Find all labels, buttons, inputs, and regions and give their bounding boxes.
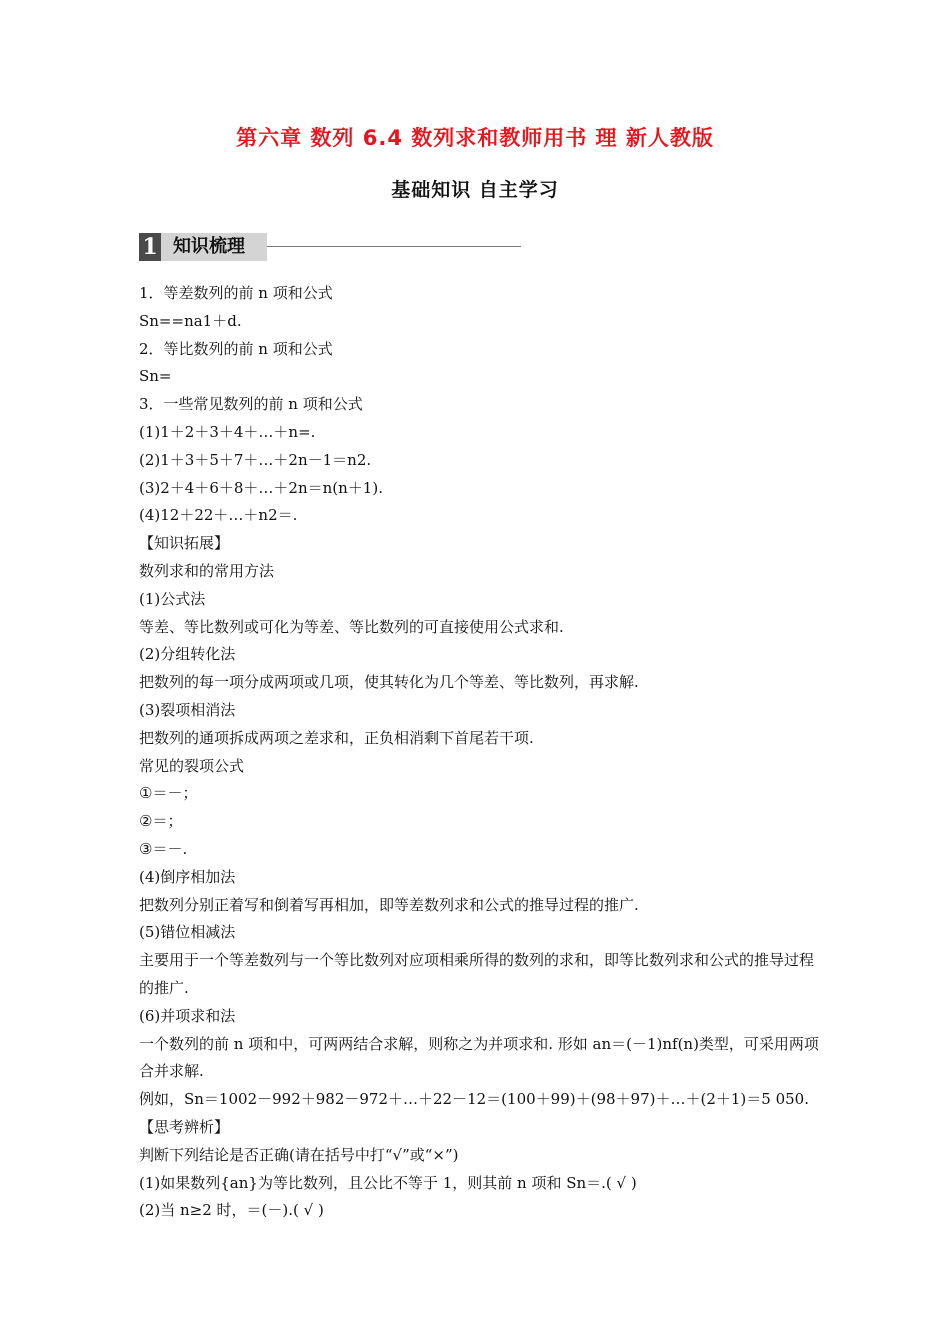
text-line: (6)并项求和法 xyxy=(139,1006,236,1025)
section-label: 知识梳理 xyxy=(173,236,245,257)
text-line: (2)1＋3＋5＋7＋…＋2n－1＝n2. xyxy=(139,450,372,469)
document-body xyxy=(139,280,819,1225)
text-line: (1)1＋2＋3＋4＋…＋n=. xyxy=(139,422,316,441)
text-line: (3)2＋4＋6＋8＋…＋2n＝n(n＋1). xyxy=(139,478,383,497)
text-line: 3．一些常见数列的前 n 项和公式 xyxy=(139,395,363,414)
text-line: (5)错位相减法 xyxy=(139,923,236,942)
text-line: ②＝； xyxy=(139,812,183,831)
text-line: 数列求和的常用方法 xyxy=(139,561,275,580)
text-line: 把数列的通项拆成两项之差求和，正负相消剩下首尾若干项. xyxy=(139,728,534,747)
text-line: (4)倒序相加法 xyxy=(139,867,236,886)
text-line: (1)公式法 xyxy=(139,589,206,608)
text-line: Sn= xyxy=(139,367,172,386)
text-line: ①＝－； xyxy=(139,784,198,803)
text-line: 常见的裂项公式 xyxy=(139,756,245,775)
text-line: 【思考辨析】 xyxy=(139,1117,230,1136)
text-line: Sn==na1＋d. xyxy=(139,311,242,330)
text-line: (2)分组转化法 xyxy=(139,645,236,664)
section-header xyxy=(139,233,521,261)
text-line: ③＝－. xyxy=(139,839,188,858)
text-line: 把数列分别正着写和倒着写再相加，即等差数列求和公式的推导过程的推广. xyxy=(139,895,639,914)
text-line: 判断下列结论是否正确(请在括号中打“√”或“×”) xyxy=(139,1145,459,1164)
document-subtitle: 基础知识 自主学习 xyxy=(391,179,559,201)
text-line: (4)12＋22＋…＋n2＝. xyxy=(139,506,298,525)
text-line: (3)裂项相消法 xyxy=(139,700,236,719)
section-divider xyxy=(267,246,521,247)
text-paragraph: 一个数列的前 n 项和中，可两两结合求解，则称之为并项求和. 形如 an＝(－1)nf(n)类型，可采用两项合并求解. xyxy=(139,1034,819,1081)
text-line: 1．等差数列的前 n 项和公式 xyxy=(139,284,333,302)
text-line: (2)当 n≥2 时，＝(－).( √ ) xyxy=(139,1201,324,1220)
text-paragraph: 主要用于一个等差数列与一个等比数列对应项相乘所得的数列的求和，即等比数列求和公式的推导过程的推广. xyxy=(139,951,815,997)
text-line: 【知识拓展】 xyxy=(139,534,230,553)
text-line: (1)如果数列{an}为等比数列，且公比不等于 1，则其前 n 项和 Sn＝.( √ ) xyxy=(139,1173,637,1192)
text-line: 例如，Sn＝1002－992＋982－972＋…＋22－12＝(100＋99)＋(98＋97)＋…＋(2＋1)＝5 050. xyxy=(139,1090,809,1109)
document-title: 第六章 数列 6.4 数列求和教师用书 理 新人教版 xyxy=(236,126,714,150)
text-line: 等差、等比数列或可化为等差、等比数列的可直接使用公式求和. xyxy=(139,617,564,636)
text-line: 2．等比数列的前 n 项和公式 xyxy=(139,339,333,358)
section-number: 1 xyxy=(139,233,161,261)
text-line: 把数列的每一项分成两项或几项，使其转化为几个等差、等比数列，再求解. xyxy=(139,673,639,692)
